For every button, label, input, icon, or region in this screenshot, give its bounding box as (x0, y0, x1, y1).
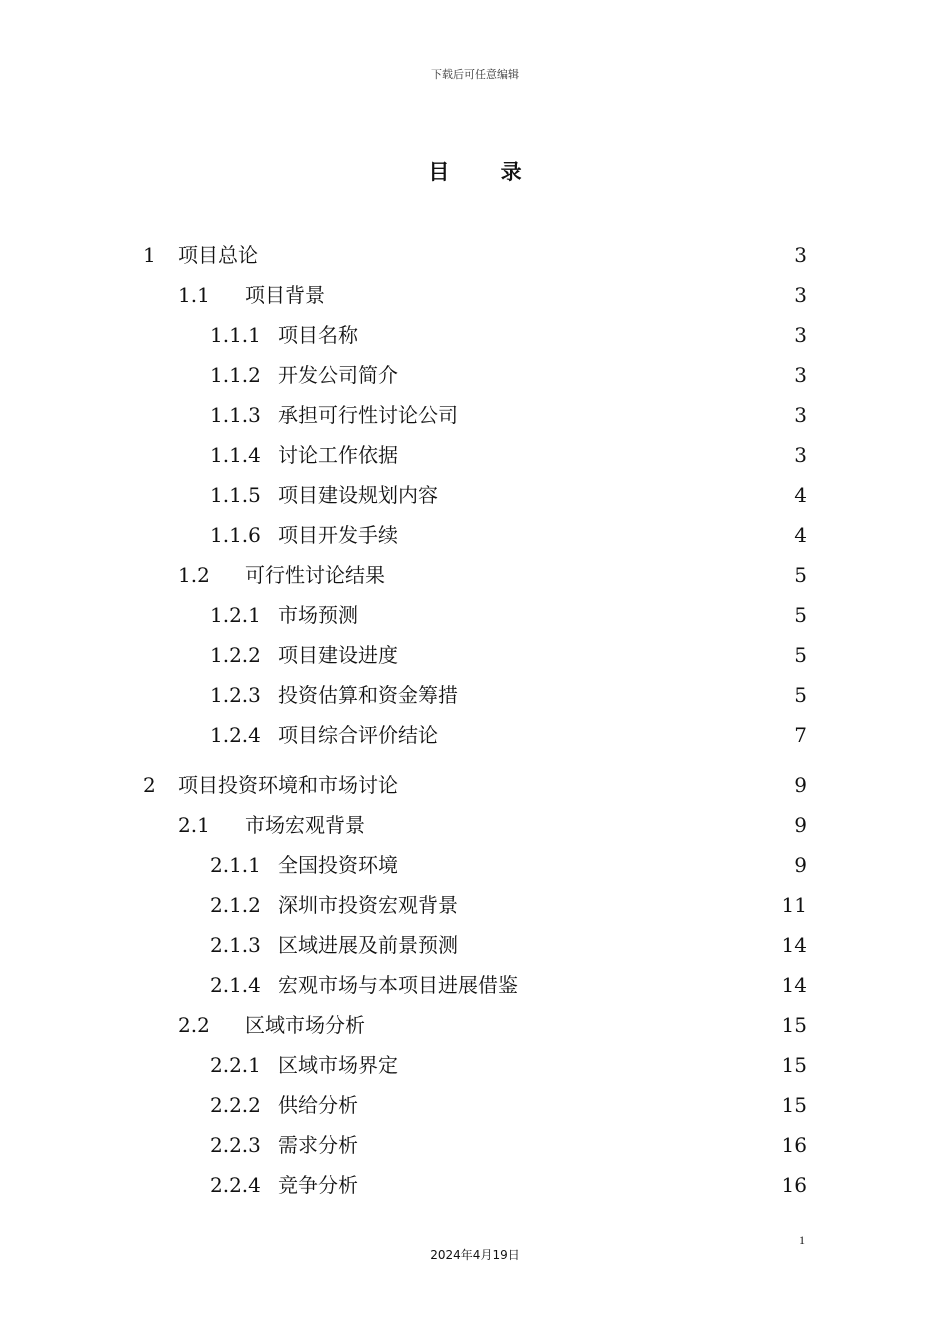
toc-entry-number: 1.2.1 (210, 603, 261, 627)
toc-entry[interactable] (0, 768, 950, 802)
toc-entry-title: 项目名称 (278, 323, 358, 347)
toc-entry-title: 项目建设规划内容 (278, 483, 438, 507)
toc-entry[interactable] (0, 438, 950, 472)
toc-entry-title: 讨论工作依据 (278, 443, 398, 467)
toc-entry[interactable] (0, 1048, 950, 1082)
toc-entry-title: 项目建设进度 (278, 643, 398, 667)
toc-entry-page: 15 (781, 1093, 807, 1117)
toc-entry[interactable] (0, 638, 950, 672)
toc-title: 目 录 (428, 159, 544, 184)
toc-entry-page: 16 (781, 1173, 807, 1197)
toc-entry[interactable] (0, 278, 950, 312)
toc-entry-title: 项目投资环境和市场讨论 (178, 773, 398, 797)
toc-entry-title: 全国投资环境 (278, 853, 398, 877)
toc-entry-title: 项目综合评价结论 (278, 723, 438, 747)
toc-entry-page: 7 (794, 723, 807, 747)
toc-entry-page: 16 (781, 1133, 807, 1157)
toc-entry[interactable] (0, 318, 950, 352)
toc-entry-number: 2.1.2 (210, 893, 261, 917)
toc-entry[interactable] (0, 1168, 950, 1202)
toc-entry-page: 9 (794, 773, 807, 797)
toc-entry[interactable] (0, 558, 950, 592)
toc-entry[interactable] (0, 398, 950, 432)
toc-entry-page: 3 (794, 363, 807, 387)
toc-entry-number: 2.1.1 (210, 853, 261, 877)
toc-entry[interactable] (0, 888, 950, 922)
page-number: 1 (799, 1233, 805, 1247)
toc-entry[interactable] (0, 1128, 950, 1162)
toc-entry-page: 3 (794, 283, 807, 307)
toc-entry-title: 可行性讨论结果 (245, 563, 385, 587)
toc-entry-number: 2.2.3 (210, 1133, 261, 1157)
toc-entry[interactable] (0, 678, 950, 712)
footer-date: 2024年4月19日 (430, 1248, 520, 1262)
toc-entry-page: 3 (794, 443, 807, 467)
toc-entry-number: 1.1.5 (210, 483, 261, 507)
toc-entry-number: 1.1.6 (210, 523, 261, 547)
toc-entry-page: 14 (781, 933, 807, 957)
toc-entry-page: 5 (794, 683, 807, 707)
toc-entry-title: 区域进展及前景预测 (278, 933, 458, 957)
toc-entry-title: 区域市场界定 (278, 1053, 398, 1077)
toc-entry-number: 1.1.2 (210, 363, 261, 387)
toc-entry-page: 9 (794, 813, 807, 837)
toc-entry[interactable] (0, 1088, 950, 1122)
toc-entry-page: 4 (794, 483, 807, 507)
toc-entry-number: 2.2.4 (210, 1173, 261, 1197)
toc-entry-page: 15 (781, 1053, 807, 1077)
toc-entry-number: 1.1.1 (210, 323, 261, 347)
toc-entry-title: 市场预测 (278, 603, 358, 627)
toc-entry-number: 2.2.2 (210, 1093, 261, 1117)
toc-entry-number: 1.2.2 (210, 643, 261, 667)
toc-entry-page: 11 (781, 893, 807, 917)
toc-entry-number: 2.1.4 (210, 973, 261, 997)
toc-entry-title: 承担可行性讨论公司 (278, 403, 458, 427)
toc-entry-title: 深圳市投资宏观背景 (278, 893, 458, 917)
toc-entry-title: 项目总论 (178, 243, 258, 267)
toc-entry-number: 1 (143, 243, 156, 267)
toc-entry[interactable] (0, 1008, 950, 1042)
toc-entry-page: 4 (794, 523, 807, 547)
toc-entry-page: 3 (794, 243, 807, 267)
toc-entry-title: 投资估算和资金筹措 (278, 683, 458, 707)
toc-entry-title: 开发公司简介 (278, 363, 398, 387)
toc-entry-number: 1.1.3 (210, 403, 261, 427)
toc-entry-title: 供给分析 (278, 1093, 358, 1117)
toc-entry-number: 1.2 (178, 563, 210, 587)
toc-entry-page: 15 (781, 1013, 807, 1037)
toc-entry-page: 3 (794, 323, 807, 347)
toc-entry-number: 2.2 (178, 1013, 210, 1037)
toc-entry-number: 2 (143, 773, 156, 797)
toc-entry-number: 2.1 (178, 813, 210, 837)
toc-entry-number: 2.1.3 (210, 933, 261, 957)
toc-entry-number: 1.1.4 (210, 443, 261, 467)
toc-entry-page: 14 (781, 973, 807, 997)
toc-entry[interactable] (0, 928, 950, 962)
toc-entry-number: 1.1 (178, 283, 210, 307)
toc-entry-title: 区域市场分析 (245, 1013, 365, 1037)
toc-entry-title: 市场宏观背景 (245, 813, 365, 837)
toc-entry-page: 3 (794, 403, 807, 427)
toc-entry[interactable] (0, 598, 950, 632)
toc-entry[interactable] (0, 238, 950, 272)
toc-entry-title: 项目开发手续 (278, 523, 398, 547)
toc-entry[interactable] (0, 968, 950, 1002)
toc-entry-title: 竞争分析 (278, 1173, 358, 1197)
toc-entry-number: 2.2.1 (210, 1053, 261, 1077)
toc-entry[interactable] (0, 718, 950, 752)
toc-entry-title: 项目背景 (245, 283, 325, 307)
toc-entry[interactable] (0, 808, 950, 842)
toc-entry-title: 需求分析 (278, 1133, 358, 1157)
toc-entry-page: 5 (794, 563, 807, 587)
toc-entry[interactable] (0, 478, 950, 512)
toc-entry[interactable] (0, 518, 950, 552)
toc-entry-number: 1.2.4 (210, 723, 261, 747)
toc-entry-number: 1.2.3 (210, 683, 261, 707)
page-header: 下载后可任意编辑 (431, 68, 519, 81)
toc-entry-page: 5 (794, 643, 807, 667)
toc-entry-page: 9 (794, 853, 807, 877)
toc-entry[interactable] (0, 848, 950, 882)
toc-entry[interactable] (0, 358, 950, 392)
toc-entry-title: 宏观市场与本项目进展借鉴 (278, 973, 518, 997)
toc-entry-page: 5 (794, 603, 807, 627)
